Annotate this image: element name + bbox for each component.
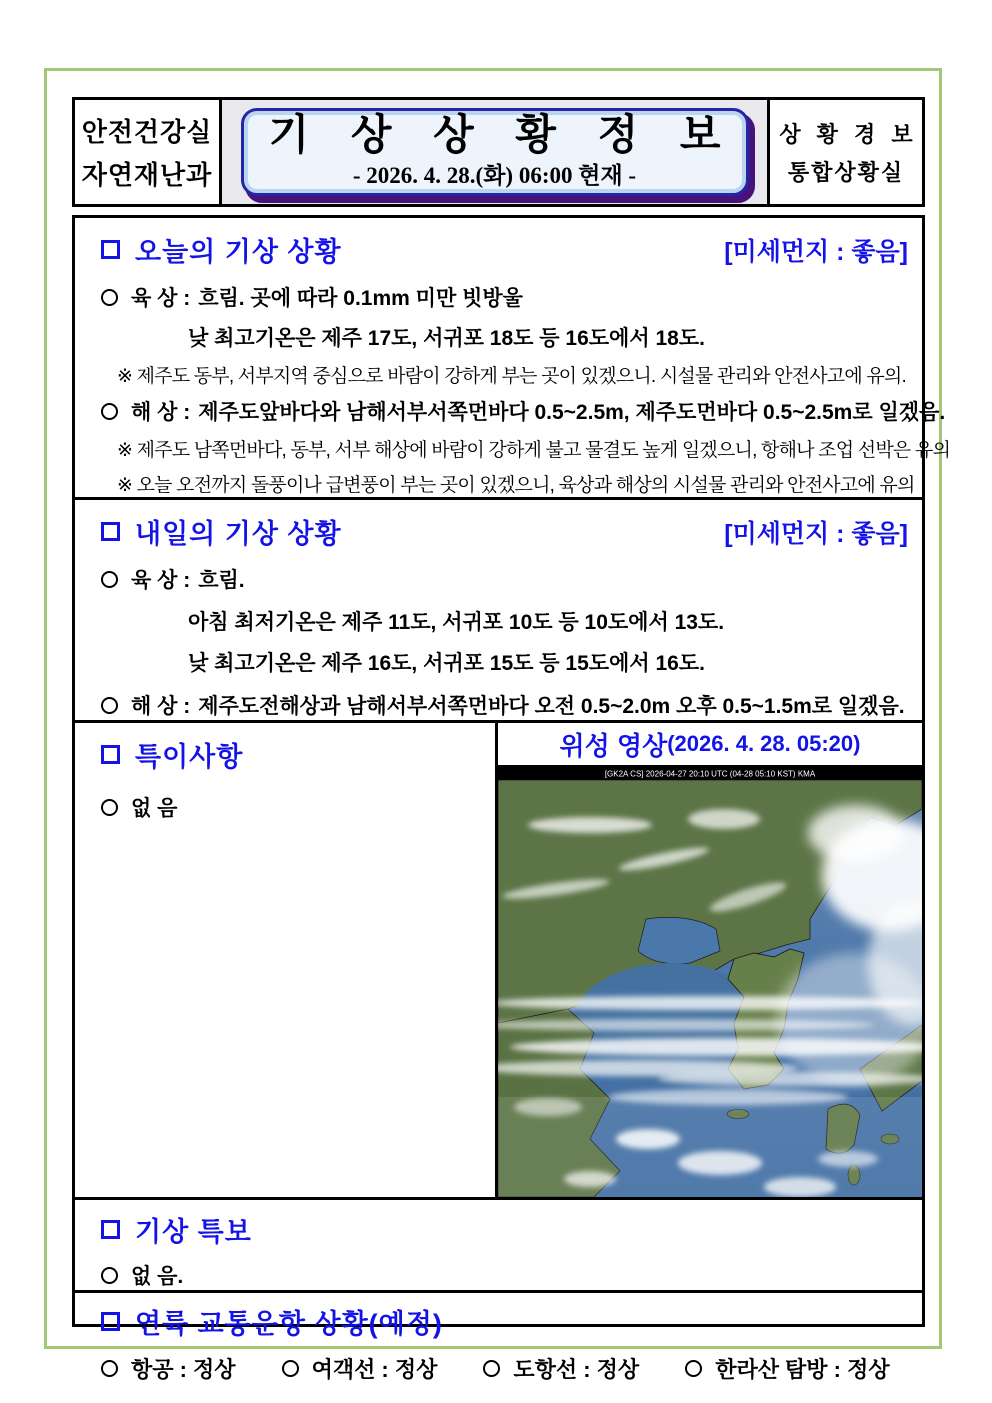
warning-item: 없 음.: [131, 1265, 184, 1288]
special-notes-item-row: [75, 792, 495, 822]
circle-marker-icon: [101, 1267, 118, 1284]
today-land-row2: [75, 322, 922, 352]
section-tomorrow-weather: [75, 500, 922, 723]
report-title-box: [241, 108, 749, 196]
square-marker-icon: [101, 240, 120, 259]
warning-item-row: [75, 1260, 922, 1290]
office-line2: 통합상황실: [787, 159, 905, 185]
satellite-image-area: [498, 767, 922, 1197]
today-sea-label: 해 상 :: [131, 401, 191, 424]
today-note2: ※ 제주도 남쪽먼바다, 동부, 서부 해상에 바람이 강하게 불고 물결도 높게 일겠으니, 항해나 조업 선박은 유의: [117, 440, 951, 461]
transport-title-row: [75, 1293, 922, 1341]
circle-marker-icon: [101, 289, 118, 306]
satellite-image: [498, 767, 922, 1197]
satellite-title: 위성 영상: [559, 730, 668, 761]
circle-marker-icon: [101, 697, 118, 714]
special-notes-title: 특이사항: [135, 742, 244, 772]
transport-item-label: 여객선 : 정상: [311, 1357, 438, 1382]
today-dust-badge: [미세먼지 : 좋음]: [724, 237, 908, 266]
section-transport-status: [75, 1293, 922, 1384]
tomorrow-land-text2: 아침 최저기온은 제주 11도, 서귀포 10도 등 10도에서 13도.: [188, 611, 725, 634]
warning-title: 기상 특보: [135, 1217, 252, 1247]
circle-marker-icon: [685, 1360, 702, 1377]
special-notes-title-row: [75, 723, 495, 774]
transport-item-air: [101, 1353, 236, 1384]
today-land-text2: 낮 최고기온은 제주 17도, 서귀포 18도 등 16도에서 18도.: [188, 327, 705, 350]
circle-marker-icon: [483, 1360, 500, 1377]
report-body-table: [72, 215, 951, 1382]
satellite-caption: [GK2A CS] 2026-04-27 20:10 UTC (04-28 05:10 KST) KMA: [604, 769, 816, 779]
square-marker-icon: [101, 522, 120, 541]
tomorrow-sea-label: 해 상 :: [131, 695, 191, 718]
tomorrow-land-row3: [75, 647, 922, 677]
circle-marker-icon: [101, 799, 118, 816]
department-line1: 안전건강실: [81, 117, 213, 147]
circle-marker-icon: [101, 1360, 118, 1377]
report-header: [72, 97, 925, 207]
today-note1: ※ 제주도 동부, 서부지역 중심으로 바람이 강하게 부는 곳이 있겠으니. 시설물 관리와 안전사고에 유의.: [117, 366, 906, 387]
today-land-label: 육 상 :: [131, 287, 191, 310]
transport-item-label: 항공 : 정상: [131, 1357, 236, 1382]
transport-items-row: [75, 1353, 922, 1384]
satellite-title-date: (2026. 4. 28. 05:20): [667, 731, 861, 756]
today-title-row: [75, 218, 922, 269]
today-sea-row: [75, 396, 946, 426]
today-note3: ※ 오늘 오전까지 돌풍이나 급변풍이 부는 곳이 있겠으니, 육상과 해상의 시설물 관리와 안전사고에 유의: [117, 475, 915, 496]
tomorrow-land-text3: 낮 최고기온은 제주 16도, 서귀포 15도 등 15도에서 16도.: [188, 652, 705, 675]
header-title-cell: [222, 100, 767, 204]
warning-title-row: [75, 1200, 922, 1249]
square-marker-icon: [101, 1312, 120, 1331]
tomorrow-dust-badge: [미세먼지 : 좋음]: [724, 519, 908, 548]
circle-marker-icon: [101, 571, 118, 588]
section-today-weather: [75, 218, 951, 500]
tomorrow-title-row: [75, 500, 922, 551]
tomorrow-sea-text: 제주도전해상과 남해서부서쪽먼바다 오전 0.5~2.0m 오후 0.5~1.5m로 일겠음.: [198, 695, 905, 718]
department-line2: 자연재난과: [81, 160, 213, 190]
today-sea-text: 제주도앞바다와 남해서부서쪽먼바다 0.5~2.5m, 제주도먼바다 0.5~2.5m로 일겠음.: [198, 401, 946, 424]
transport-item-label: 한라산 탐방 : 정상: [715, 1357, 890, 1382]
special-notes-column: [75, 723, 498, 1197]
tomorrow-land-row2: [75, 606, 922, 636]
transport-item-ferry: [282, 1353, 438, 1384]
today-section-title: 오늘의 기상 상황: [135, 237, 342, 267]
transport-item-island-boat: [483, 1353, 639, 1384]
tomorrow-sea-row: [75, 690, 922, 720]
today-land-row: [75, 282, 922, 312]
header-department-cell: [75, 100, 222, 204]
report-datetime: - 2026. 4. 28.(화) 06:00 현재 -: [352, 163, 637, 188]
tomorrow-section-title: 내일의 기상 상황: [135, 519, 342, 549]
special-notes-item: 없 음: [131, 797, 178, 820]
circle-marker-icon: [282, 1360, 299, 1377]
square-marker-icon: [101, 745, 120, 764]
page-frame: [44, 68, 951, 1382]
transport-item-hallasan: [685, 1353, 889, 1384]
report-title: 기 상 상 황 정 보: [268, 111, 736, 158]
square-marker-icon: [101, 1220, 120, 1239]
tomorrow-land-text: 흐림.: [198, 569, 245, 592]
section-weather-warning: [75, 1200, 922, 1293]
satellite-title-row: [498, 723, 922, 767]
circle-marker-icon: [101, 403, 118, 420]
header-office-cell: [767, 100, 922, 204]
today-land-text: 흐림. 곳에 따라 0.1mm 미만 빗방울: [198, 287, 523, 310]
transport-title: 연륙 교통운항 상황(예정): [135, 1309, 443, 1339]
office-line1: 상 황 경 보: [779, 121, 918, 147]
satellite-column: [498, 723, 922, 1197]
tomorrow-land-label: 육 상 :: [131, 569, 191, 592]
tomorrow-land-row: [75, 564, 922, 594]
section-notes-satellite: [75, 723, 922, 1200]
transport-item-label: 도항선 : 정상: [513, 1357, 640, 1382]
